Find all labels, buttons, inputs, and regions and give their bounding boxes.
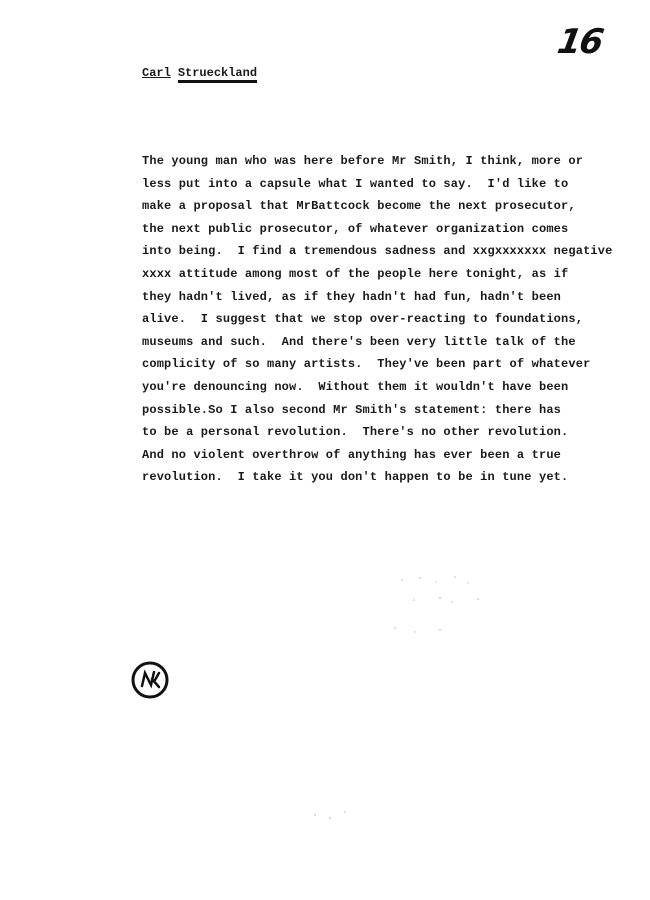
- text-line: possible.So I also second Mr Smith's statement: there has: [142, 402, 562, 417]
- text-line: complicity of so many artists. They've been part of whatever: [142, 357, 591, 372]
- text-line: make a proposal that MrBattcock become the next prosecutor,: [142, 199, 576, 214]
- text-line: they hadn't lived, as if they hadn't had fun, hadn't been: [142, 289, 562, 304]
- text-line: alive. I suggest that we stop over-reacting to foundations,: [142, 312, 584, 327]
- speaker-first-name: Carl: [142, 66, 171, 80]
- handwritten-page-number: 16: [554, 22, 605, 62]
- text-line: less put into a capsule what I wanted to say. I'd like to: [142, 176, 569, 191]
- text-line: revolution. I take it you don't happen to be in tune yet.: [142, 470, 569, 485]
- text-line: The young man who was here before Mr Smith, I think, more or: [142, 154, 584, 168]
- speaker-last-name: Strueckland: [178, 66, 257, 83]
- text-line: the next public prosecutor, of whatever organization comes: [142, 221, 569, 236]
- text-line: And no violent overthrow of anything has ever been a true: [142, 447, 562, 462]
- text-line: to be a personal revolution. There's no other revolution.: [142, 425, 569, 440]
- text-line: you're denouncing now. Without them it wouldn't have been: [142, 379, 569, 394]
- speaker-heading: [142, 65, 257, 81]
- text-line: into being. I find a tremendous sadness and xxgxxxxxxx negative: [142, 244, 613, 259]
- transcript-paragraph: [142, 150, 612, 489]
- text-line: xxxx attitude among most of the people here tonight, as if: [142, 266, 569, 281]
- text-line: museums and such. And there's been very little talk of the: [142, 334, 576, 349]
- circled-stamp-icon: [131, 661, 169, 699]
